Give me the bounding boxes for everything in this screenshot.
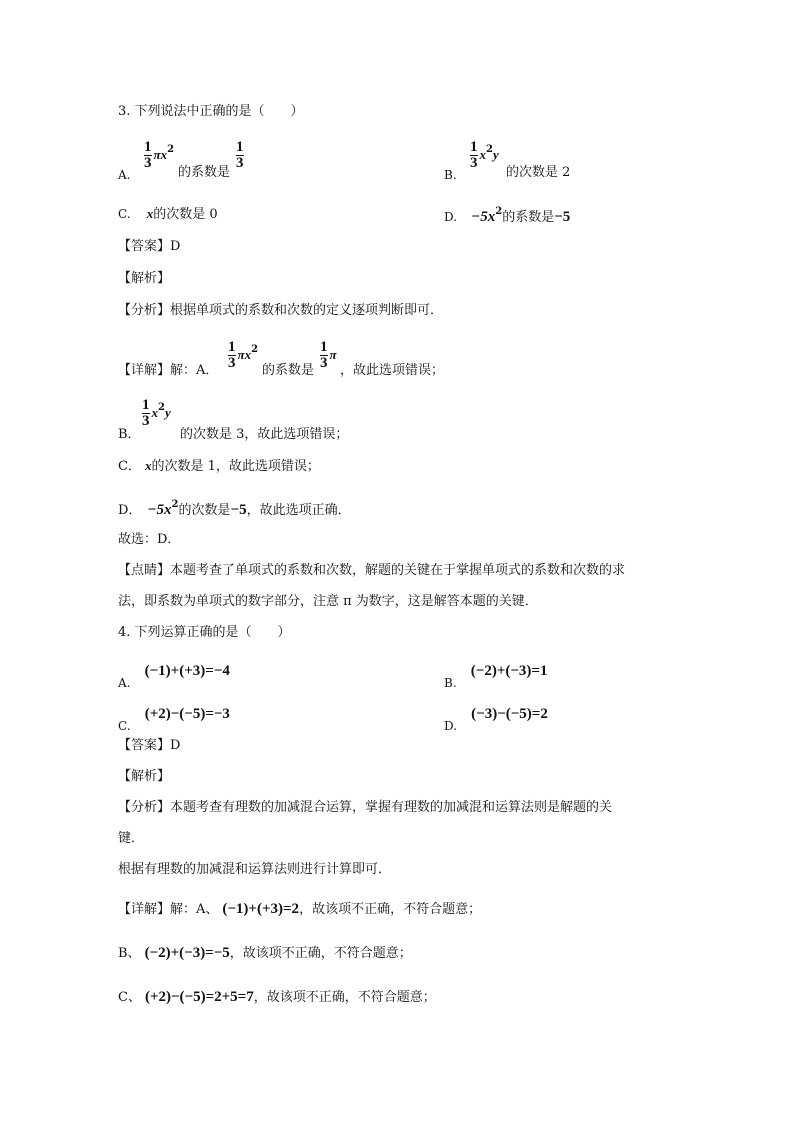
q3-option-b-expr: $\frac{1}{3}$ $x^2y$ [470,139,499,171]
fraction: $\frac{1}{3}$ [236,139,244,171]
q4-detail-c: C、 (+2)−(−5)=2+5=7，故该项不正确，不符合题意； [118,989,436,1005]
q3-comment-line1: 【点睛】本题考查了单项式的系数和次数，解题的关键在于掌握单项式的系数和次数的求 [118,563,626,578]
q4-option-b[interactable] [444,662,547,692]
q4-option-b-expr: (−2)+(−3)=1 [470,663,548,679]
detail-a-answer: $\frac{1}{3}$ π [320,339,337,371]
q4-answer: 【答案】D [118,738,181,753]
q4-option-a-expr: (−1)+(+3)=−4 [144,663,230,679]
q3-option-a-answer [236,140,246,171]
detail-a-expr: $\frac{1}{3}$ $\pi x^2$ [228,339,259,371]
q4-analysis-line2: 键． [118,831,145,846]
q4-option-c-expr: (+2)−(−5)=−3 [144,706,230,722]
q3-choose: 故选：D． [118,532,181,547]
q3-option-c-text: 的次数是 0 [153,207,218,222]
q3-detail-a [118,340,518,384]
q4-option-b-label: B. [444,676,457,690]
q4-detail-a: 【详解】解：A、 (−1)+(+3)=2，故该项不正确，不符合题意； [118,901,482,917]
detail-a-tail: ，故此选项错误； [340,363,445,378]
detail-prefix: 【详解】解：A． [118,363,219,378]
q3-option-a-label: A. [118,168,131,182]
q4-option-c-label: C. [118,719,131,733]
q3-option-d-expr: −5x [471,209,496,225]
q3-option-c-label: C. [118,207,131,221]
q4-detail-b: B、 (−2)+(−3)=−5，故该项不正确，不符合题意； [118,945,412,961]
q4-analysis-head: 【解析】 [118,769,171,784]
q4-option-d-label: D. [444,719,458,733]
q3-analysis: 【分析】根据单项式的系数和次数的定义逐项判断即可． [118,303,444,318]
fraction: $\frac{1}{3}$ [470,139,478,171]
q3-option-a-text: 的系数是 [178,165,231,180]
exponent: 2 [495,206,503,217]
fraction: $\frac{1}{3}$ [320,339,328,371]
q4-analysis-line1: 【分析】本题考查有理数的加减混合运算，掌握有理数的加减混和运算法则是解题的关 [118,800,613,815]
q3-option-d-answer: −5 [554,209,571,225]
q4-option-c[interactable] [118,705,230,735]
q4-option-d[interactable] [444,705,548,735]
q4-stem: 4. 下列运算正确的是（ ） [118,625,291,640]
q3-option-d-label: D. [444,210,458,224]
q3-option-b-text: 的次数是 2 [506,165,571,180]
q3-option-b-label: B. [444,168,457,182]
q3-option-d-text: 的系数是 [502,210,555,225]
q3-option-d[interactable] [444,203,570,227]
detail-a-mid: 的系数是 [262,363,315,378]
q3-answer: 【答案】D [118,239,181,254]
fraction: $\frac{1}{3}$ [228,339,236,371]
q3-comment-line2: 法，即系数为单项式的数字部分，注意 π 为数字，这是解答本题的关键． [118,594,538,609]
q3-option-c-var: x [146,206,154,221]
q4-option-d-expr: (−3)−(−5)=2 [471,706,548,722]
fraction: $\frac{1}{3}$ [142,397,150,429]
q3-detail-c: C． x的次数是 1，故此选项错误； [118,458,320,474]
q4-option-a[interactable] [118,662,230,692]
detail-b-prefix: B． [118,427,141,442]
q3-stem: 3. 下列说法中正确的是（ ） [118,104,304,119]
q3-analysis-head: 【解析】 [118,271,171,286]
detail-b-tail: 的次数是 3，故此选项错误； [180,427,349,442]
q4-analysis-line3: 根据有理数的加减混和运算法则进行计算即可． [118,862,392,877]
q3-option-c[interactable] [118,205,218,224]
q3-detail-b [118,398,518,442]
q3-detail-d: D． $-5x^2$的次数是−5，故此选项正确． [118,499,351,518]
q4-option-a-label: A. [118,676,131,690]
detail-b-expr: $\frac{1}{3}$ $x^2y$ [142,397,171,429]
fraction: $\frac{1}{3}$ [144,139,152,171]
q3-option-a-expr: $\frac{1}{3}$ $\pi x^2$ [144,139,175,171]
